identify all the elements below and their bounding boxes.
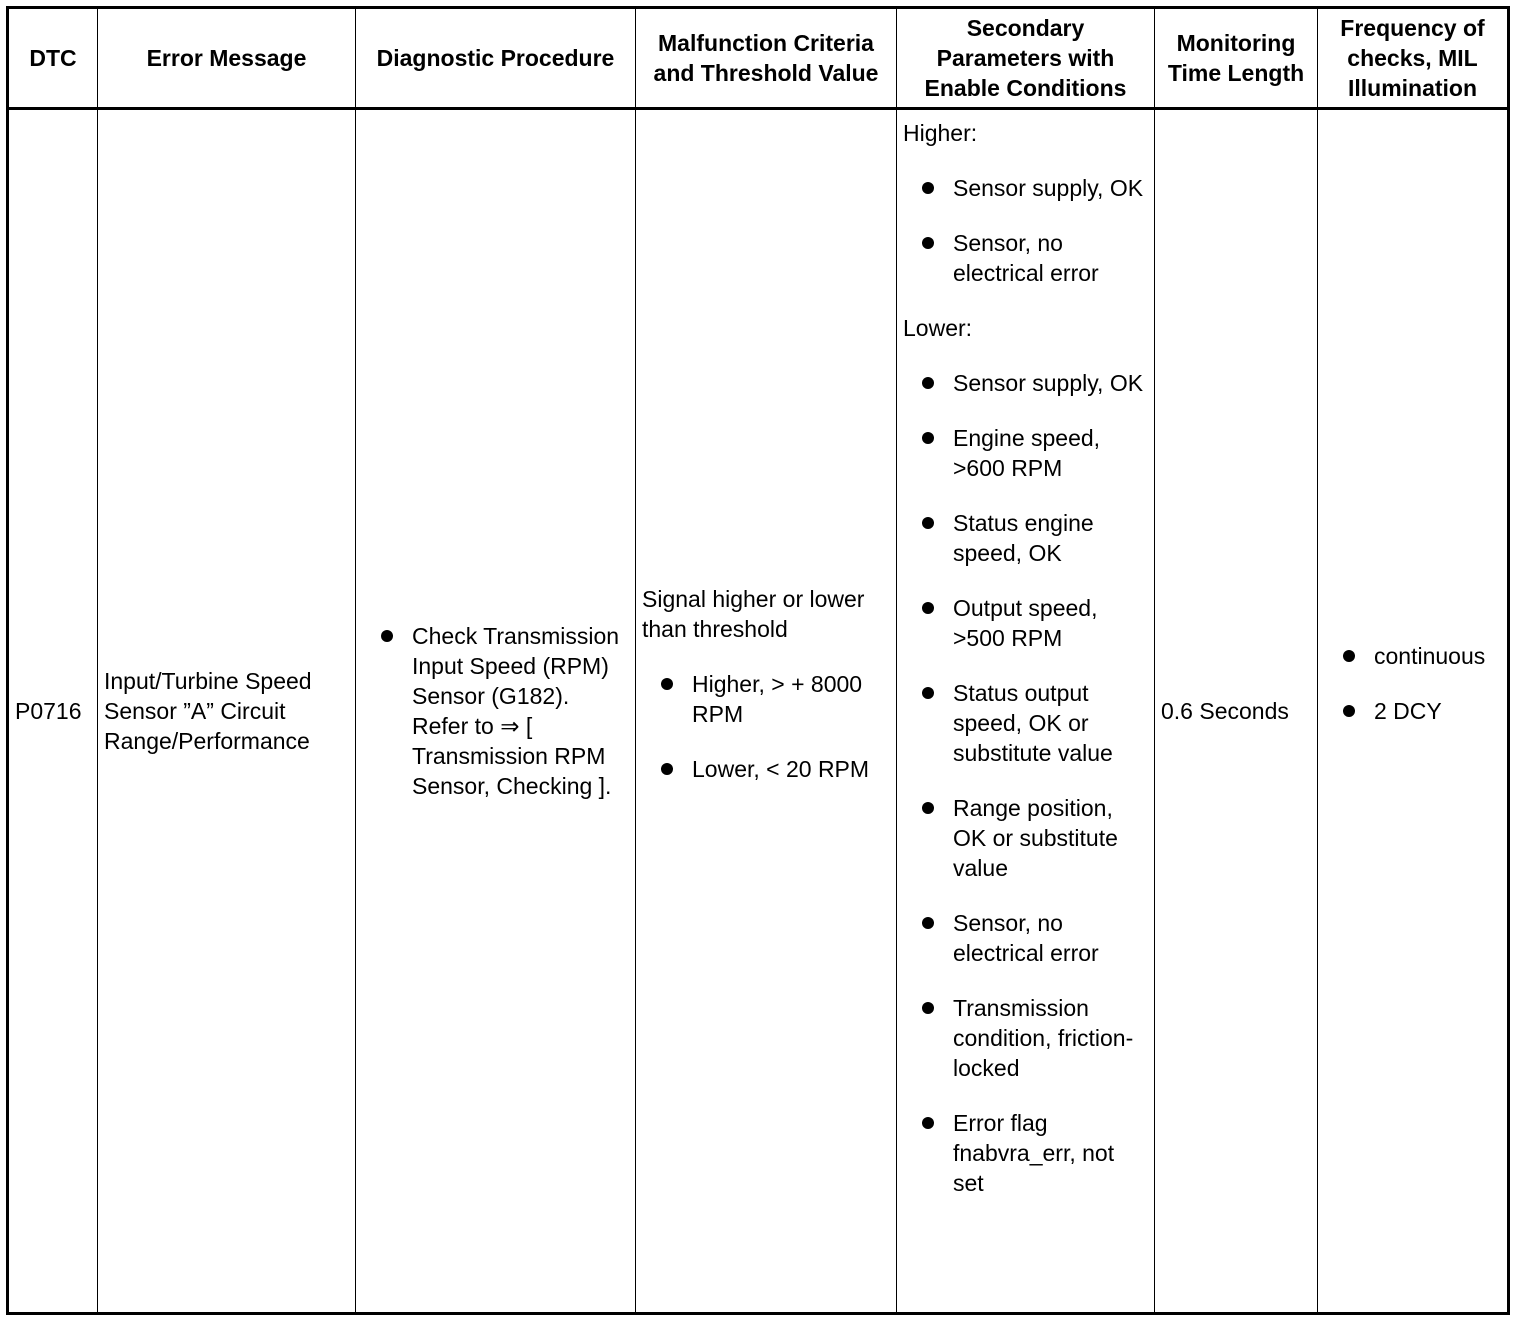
list-item: Sensor, no electrical error [903,908,1148,968]
header-diagnostic-procedure: Diagnostic Procedure [356,8,636,109]
header-frequency: Frequency of checks, MIL Illumination [1318,8,1509,109]
diagnostic-procedure-list [362,621,629,801]
list-item: Sensor supply, OK [903,368,1148,398]
list-item: Sensor supply, OK [903,173,1148,203]
list-item: Status engine speed, OK [903,508,1148,568]
header-error-message: Error Message [98,8,356,109]
secondary-higher-list [903,173,1148,288]
malfunction-criteria-list [642,669,890,784]
table-row [8,109,1509,1314]
cell-dtc: P0716 [8,109,98,1314]
list-item: Engine speed, >600 RPM [903,423,1148,483]
table-header [8,8,1509,109]
table-body [8,109,1509,1314]
malfunction-intro: Signal higher or lower than threshold [642,585,865,642]
frequency-block [1324,641,1501,726]
cell-error-message: Input/Turbine Speed Sensor ”A” Circuit Range/Performance [98,109,356,1314]
secondary-lower-label: Lower: [903,315,973,341]
header-secondary-parameters: Secondary Parameters with Enable Conditions [897,8,1155,109]
secondary-higher-label: Higher: [903,120,978,146]
secondary-lower-group [903,313,1148,1198]
dtc-table [6,6,1510,1315]
list-item: Higher, > + 8000 RPM [642,669,890,729]
list-item: Transmission condition, friction-locked [903,993,1148,1083]
cell-frequency [1318,109,1509,1314]
secondary-higher-group [903,118,1148,288]
cell-monitoring-time: 0.6 Seconds [1155,109,1318,1314]
list-item: Output speed, >500 RPM [903,593,1148,653]
list-item: Sensor, no electrical error [903,228,1148,288]
malfunction-criteria-block [642,584,890,784]
cell-diagnostic-procedure [356,109,636,1314]
frequency-list [1324,641,1501,726]
list-item: Range position, OK or substitute value [903,793,1148,883]
list-item: Status output speed, OK or substitute value [903,678,1148,768]
list-item: continuous [1324,641,1501,671]
list-item: Error flag fnabvra_err, not set [903,1108,1148,1198]
header-malfunction-criteria: Malfunction Criteria and Threshold Value [636,8,897,109]
cell-malfunction-criteria [636,109,897,1314]
list-item: Check Transmission Input Speed (RPM) Sensor (G182). Refer to ⇒ [ Transmission RPM Sensor, Checking ]. [362,621,629,801]
secondary-lower-list [903,368,1148,1198]
header-row [8,8,1509,109]
header-monitoring-time: Monitoring Time Length [1155,8,1318,109]
header-dtc: DTC [8,8,98,109]
list-item: Lower, < 20 RPM [642,754,890,784]
list-item: 2 DCY [1324,696,1501,726]
cell-secondary-parameters [897,109,1155,1314]
